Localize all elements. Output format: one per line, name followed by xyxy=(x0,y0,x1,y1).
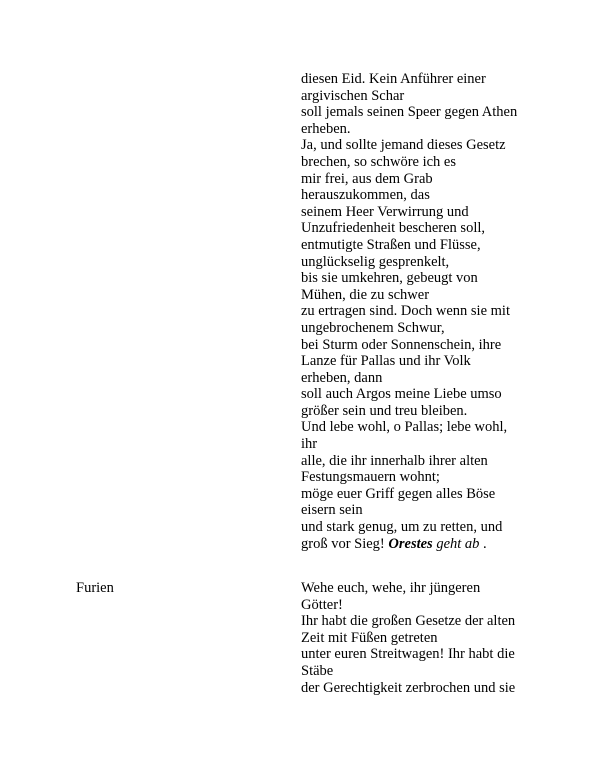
verse-line: eisern sein xyxy=(301,502,363,519)
verse-line: Götter! xyxy=(301,596,343,613)
verse-line: Festungsmauern wohnt; xyxy=(301,469,440,486)
verse-line: soll auch Argos meine Liebe umso xyxy=(301,386,502,403)
verse-line: diesen Eid. Kein Anführer einer xyxy=(301,71,486,87)
speech-lines xyxy=(301,580,541,696)
closing-line-text: groß vor Sieg! xyxy=(301,535,389,552)
stage-direction-end: . xyxy=(479,535,487,552)
verse-line: soll jemals seinen Speer gegen Athen xyxy=(301,104,518,121)
closing-line xyxy=(301,536,541,553)
verse-line: unglückselig gesprenkelt, xyxy=(301,253,450,270)
verse-line: bis sie umkehren, gebeugt von xyxy=(301,270,478,287)
verse-line: möge euer Griff gegen alles Böse xyxy=(301,485,496,502)
stage-direction-text: geht ab xyxy=(432,535,480,552)
stage-direction-name: Orestes xyxy=(388,535,433,552)
verse-line: Und lebe wohl, o Pallas; lebe wohl, xyxy=(301,419,508,436)
verse-line: Lanze für Pallas und ihr Volk xyxy=(301,353,471,370)
verse-line: Ja, und sollte jemand dieses Gesetz xyxy=(301,137,506,154)
verse-line: unter euren Streitwagen! Ihr habt die xyxy=(301,646,515,663)
speech-lines xyxy=(301,71,541,552)
verse-line: argivischen Schar xyxy=(301,87,405,104)
verse-line: Zeit mit Füßen getreten xyxy=(301,629,438,646)
speaker-name: Furien xyxy=(76,580,114,596)
verse-line: zu ertragen sind. Doch wenn sie mit xyxy=(301,303,510,320)
verse-line: erheben. xyxy=(301,120,351,137)
verse-line: brechen, so schwöre ich es xyxy=(301,153,457,170)
verse-line: und stark genug, um zu retten, und xyxy=(301,519,503,536)
verse-line: Stäbe xyxy=(301,662,334,679)
verse-line: Ihr habt die großen Gesetze der alten xyxy=(301,613,516,630)
verse-line: ihr xyxy=(301,436,318,453)
verse-line: erheben, dann xyxy=(301,369,383,386)
verse-line: ungebrochenem Schwur, xyxy=(301,319,445,336)
verse-line: größer sein und treu bleiben. xyxy=(301,402,468,419)
verse-line: mir frei, aus dem Grab xyxy=(301,170,433,187)
verse-line: alle, die ihr innerhalb ihrer alten xyxy=(301,452,488,469)
verse-line: der Gerechtigkeit zerbrochen und sie xyxy=(301,679,516,696)
verse-line: Wehe euch, wehe, ihr jüngeren xyxy=(301,580,481,596)
verse-line: Unzufriedenheit bescheren soll, xyxy=(301,220,485,237)
verse-line: Mühen, die zu schwer xyxy=(301,286,430,303)
verse-line: seinem Heer Verwirrung und xyxy=(301,203,469,220)
verse-line: bei Sturm oder Sonnenschein, ihre xyxy=(301,336,502,353)
verse-line: entmutigte Straßen und Flüsse, xyxy=(301,236,481,253)
verse-line: herauszukommen, das xyxy=(301,187,430,204)
